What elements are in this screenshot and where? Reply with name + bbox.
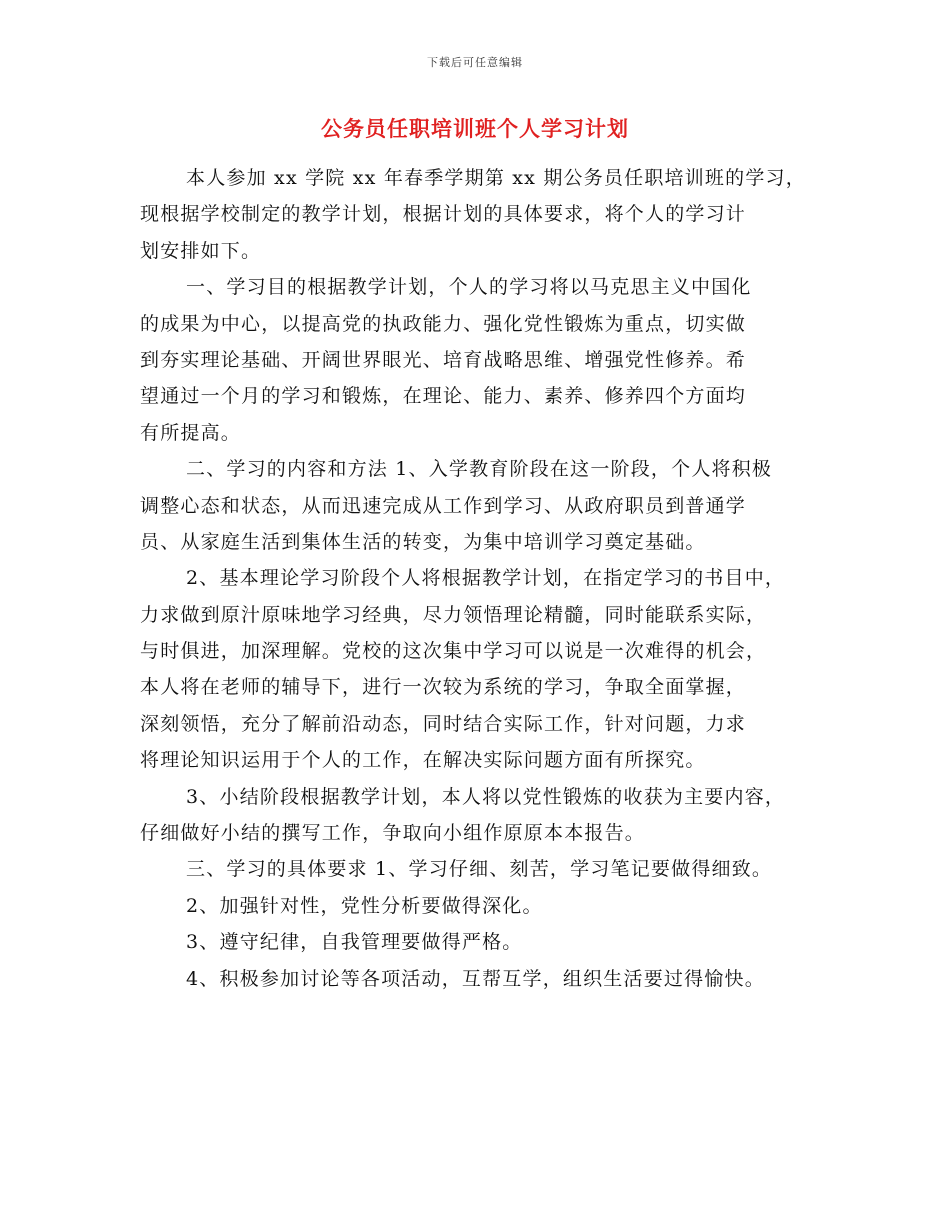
text-line: 到夯实理论基础、开阔世界眼光、培育战略思维、增强党性修养。希 — [140, 348, 747, 371]
text-line: 现根据学校制定的教学计划，根据计划的具体要求，将个人的学习计 — [140, 203, 747, 226]
document-body — [140, 160, 820, 997]
paragraph — [140, 160, 820, 269]
text-line: 员、从家庭生活到集体生活的转变，为集中培训学习奠定基础。 — [140, 530, 706, 553]
text-line: 有所提高。 — [140, 421, 242, 444]
text-line: 2、加强针对性，党性分析要做得深化。 — [186, 894, 543, 917]
text-line: 调整心态和状态，从而迅速完成从工作到学习、从政府职员到普通学 — [140, 494, 747, 517]
text-line: 将理论知识运用于个人的工作，在解决实际问题方面有所探究。 — [140, 749, 706, 772]
text-line: 深刻领悟，充分了解前沿动态，同时结合实际工作，针对问题，力求 — [140, 712, 747, 735]
text-line: 4、积极参加讨论等各项活动，互帮互学，组织生活要过得愉快。 — [186, 967, 765, 990]
paragraph — [140, 924, 820, 960]
paragraph — [140, 779, 820, 852]
paragraph — [140, 269, 820, 451]
text-line: 仔细做好小结的撰写工作，争取向小组作原原本本报告。 — [140, 822, 646, 845]
document-title: 公务员任职培训班个人学习计划 — [321, 116, 629, 141]
header-note: 下载后可任意编辑 — [427, 56, 523, 69]
text-line: 3、小结阶段根据教学计划，本人将以党性锻炼的收获为主要内容， — [186, 785, 786, 808]
text-line: 三、学习的具体要求 1、学习仔细、刻苦，学习笔记要做得细致。 — [186, 858, 773, 881]
paragraph — [140, 888, 820, 924]
paragraph — [140, 961, 820, 997]
text-line: 划安排如下。 — [140, 239, 262, 262]
paragraph — [140, 851, 820, 887]
text-line: 2、基本理论学习阶段个人将根据教学计划，在指定学习的书目中， — [186, 567, 786, 590]
text-line: 本人将在老师的辅导下，进行一次较为系统的学习，争取全面掌握， — [140, 676, 747, 699]
text-line: 二、学习的内容和方法 1、入学教育阶段在这一阶段，个人将积极 — [186, 458, 773, 481]
text-line: 本人参加 xx 学院 xx 年春季学期第 xx 期公务员任职培训班的学习， — [186, 167, 806, 189]
text-line: 望通过一个月的学习和锻炼，在理论、能力、素养、修养四个方面均 — [140, 385, 747, 408]
text-line: 的成果为中心，以提高党的执政能力、强化党性锻炼为重点，切实做 — [140, 312, 747, 335]
text-line: 与时俱进，加深理解。党校的这次集中学习可以说是一次难得的机会， — [140, 640, 767, 663]
paragraph — [140, 560, 820, 778]
text-line: 力求做到原汁原味地学习经典，尽力领悟理论精髓，同时能联系实际， — [140, 603, 767, 626]
text-line: 一、学习目的根据教学计划，个人的学习将以马克思主义中国化 — [186, 276, 752, 299]
text-line: 3、遵守纪律，自我管理要做得严格。 — [186, 931, 523, 954]
paragraph — [140, 451, 820, 560]
